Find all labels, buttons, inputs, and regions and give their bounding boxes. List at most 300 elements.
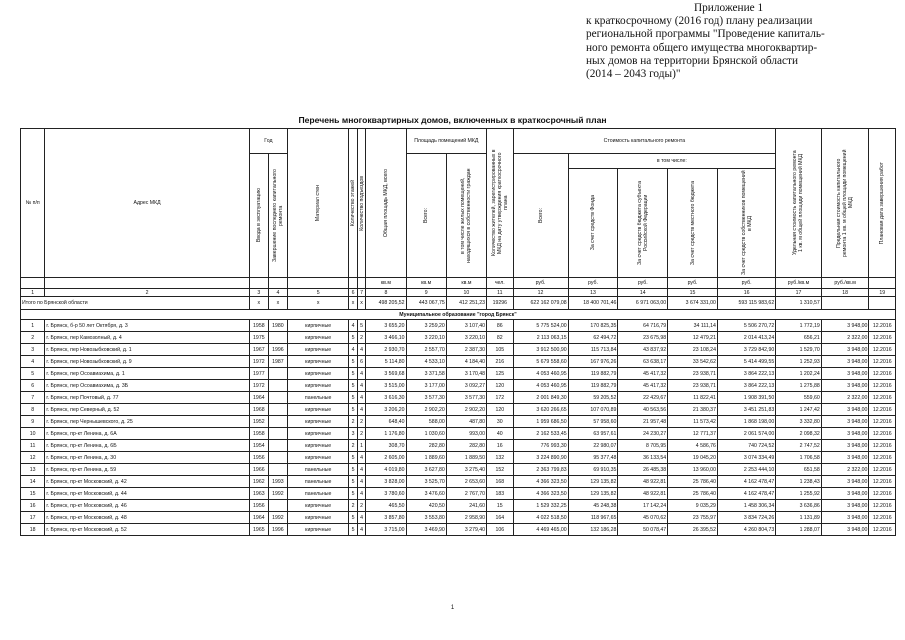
units-row [21, 278, 896, 289]
total-x: x [268, 297, 287, 310]
row-floors: 5 [349, 356, 357, 368]
total-local: 3 674 331,00 [668, 297, 718, 310]
row-region: 22 429,67 [618, 392, 668, 404]
header-year: Год [249, 129, 287, 154]
column-index-row [21, 289, 896, 297]
row-floors: 5 [349, 332, 357, 344]
row-floors: 5 [349, 380, 357, 392]
table-row [21, 512, 896, 524]
row-area-all: 4 533,10 [406, 356, 446, 368]
row-year-built: 1956 [249, 500, 268, 512]
row-num: 2 [21, 332, 45, 344]
header-area-resid: в том числе жилых помещений, находящихся в собственности граждан [446, 154, 486, 278]
row-cost-total: 4 366 323,50 [513, 476, 568, 488]
row-unit-cost: 1 706,58 [776, 452, 822, 464]
row-year-repair [268, 500, 287, 512]
row-cost-total: 2 001 849,30 [513, 392, 568, 404]
unit-cell: руб. [668, 278, 718, 289]
row-year-built: 1952 [249, 416, 268, 428]
row-limit-cost: 2 322,00 [821, 392, 869, 404]
row-residents: 86 [487, 320, 513, 332]
row-year-repair: 1980 [268, 320, 287, 332]
row-area-resid: 2 958,90 [446, 512, 486, 524]
row-residents: 125 [487, 368, 513, 380]
row-fund: 170 825,35 [568, 320, 618, 332]
row-limit-cost: 3 948,00 [821, 440, 869, 452]
row-region: 48 922,81 [618, 476, 668, 488]
row-cost-total: 1 959 686,50 [513, 416, 568, 428]
row-total-area: 5 114,80 [366, 356, 406, 368]
row-num: 17 [21, 512, 45, 524]
row-num: 1 [21, 320, 45, 332]
row-deadline: 12.2016 [869, 524, 896, 536]
row-floors: 5 [349, 476, 357, 488]
total-owners: 593 115 983,62 [717, 297, 775, 310]
table-row [21, 416, 896, 428]
row-entrances: 2 [357, 416, 365, 428]
row-total-area: 2 605,00 [366, 452, 406, 464]
row-cost-total: 1 529 332,25 [513, 500, 568, 512]
row-owners: 1 458 306,34 [717, 500, 775, 512]
row-local: 4 586,76 [668, 440, 718, 452]
row-floors: 4 [349, 320, 357, 332]
row-owners: 4 260 804,73 [717, 524, 775, 536]
row-total-area: 3 466,10 [366, 332, 406, 344]
row-walls: кирпичные [287, 320, 348, 332]
row-unit-cost: 1 238,43 [776, 476, 822, 488]
row-region: 24 230,27 [618, 428, 668, 440]
row-walls: кирпичные [287, 356, 348, 368]
row-entrances: 4 [357, 380, 365, 392]
row-year-repair [268, 404, 287, 416]
row-area-resid: 993,00 [446, 428, 486, 440]
row-num: 7 [21, 392, 45, 404]
row-residents: 82 [487, 332, 513, 344]
row-residents: 30 [487, 416, 513, 428]
row-address: г. Брянск, пер Новозыбковский, д. 1 [45, 344, 249, 356]
row-entrances: 4 [357, 452, 365, 464]
row-area-all: 282,80 [406, 440, 446, 452]
row-region: 64 716,79 [618, 320, 668, 332]
table-row [21, 404, 896, 416]
row-area-resid: 487,80 [446, 416, 486, 428]
row-year-built: 1954 [249, 440, 268, 452]
row-area-resid: 3 220,10 [446, 332, 486, 344]
row-owners: 1 868 198,00 [717, 416, 775, 428]
row-deadline: 12.2016 [869, 392, 896, 404]
row-year-built: 1972 [249, 380, 268, 392]
row-total-area: 4 019,80 [366, 464, 406, 476]
row-residents: 152 [487, 464, 513, 476]
row-walls: кирпичные [287, 368, 348, 380]
row-residents: 168 [487, 476, 513, 488]
row-walls: кирпичные [287, 440, 348, 452]
row-area-resid: 2 902,20 [446, 404, 486, 416]
row-local: 12 771,37 [668, 428, 718, 440]
row-walls: панельные [287, 464, 348, 476]
column-index-cell: 17 [776, 289, 822, 297]
row-local: 33 542,62 [668, 356, 718, 368]
header-entrances: Количество подъездов [357, 129, 365, 278]
row-area-all: 3 476,60 [406, 488, 446, 500]
row-walls: панельные [287, 488, 348, 500]
row-area-all: 1 889,60 [406, 452, 446, 464]
row-address: г. Брянск, пр-кт Ленина, д. 6А [45, 428, 249, 440]
row-limit-cost: 3 948,00 [821, 500, 869, 512]
row-region: 45 417,32 [618, 368, 668, 380]
total-cost: 622 162 079,08 [513, 297, 568, 310]
row-area-resid: 3 107,40 [446, 320, 486, 332]
header-area-all: Всего: [406, 154, 446, 278]
row-residents: 183 [487, 488, 513, 500]
row-residents: 106 [487, 524, 513, 536]
table-row [21, 464, 896, 476]
row-region: 17 142,24 [618, 500, 668, 512]
table-row [21, 344, 896, 356]
header-cost-total: Всего: [513, 154, 568, 278]
header-limit-cost: Предельная стоимость капитального ремонта 1 кв. м общей площади помещений МКД [821, 129, 869, 278]
row-unit-cost: 3 332,80 [776, 416, 822, 428]
row-owners: 4 162 478,47 [717, 476, 775, 488]
header-year-repair: Завершение последнего капитального ремонта [268, 154, 287, 278]
column-index-cell: 7 [357, 289, 365, 297]
row-residents: 16 [487, 440, 513, 452]
row-limit-cost: 3 948,00 [821, 428, 869, 440]
row-address: г. Брянск, пр-кт Ленина, д. 30 [45, 452, 249, 464]
row-area-resid: 4 184,40 [446, 356, 486, 368]
unit-cell: руб. [717, 278, 775, 289]
row-area-all: 3 525,70 [406, 476, 446, 488]
row-entrances: 1 [357, 440, 365, 452]
table-row [21, 356, 896, 368]
houses-table [20, 128, 896, 536]
row-num: 11 [21, 440, 45, 452]
row-unit-cost: 1 529,70 [776, 344, 822, 356]
column-index-cell: 11 [487, 289, 513, 297]
row-cost-total: 4 053 460,95 [513, 380, 568, 392]
row-limit-cost: 3 948,00 [821, 452, 869, 464]
table-row [21, 332, 896, 344]
table-row [21, 368, 896, 380]
row-area-all: 2 902,20 [406, 404, 446, 416]
column-index-cell: 4 [268, 289, 287, 297]
row-address: г. Брянск, пр-кт Московский, д. 42 [45, 476, 249, 488]
row-address: г. Брянск, пер Осоавиахима, д. 3Б [45, 380, 249, 392]
row-address: г. Брянск, пер Новозыбковский, д. 9 [45, 356, 249, 368]
row-address: г. Брянск, пер Северный, д. 52 [45, 404, 249, 416]
total-row [21, 297, 896, 310]
row-year-repair: 1992 [268, 488, 287, 500]
row-walls: кирпичные [287, 404, 348, 416]
row-limit-cost: 3 948,00 [821, 356, 869, 368]
row-floors: 4 [349, 344, 357, 356]
row-limit-cost: 2 322,00 [821, 464, 869, 476]
table-row [21, 524, 896, 536]
appendix-line: ного ремонта общего имущества многоквартир- [586, 41, 818, 54]
header-total-area: Общая площадь МКД, всего [366, 129, 406, 278]
row-walls: кирпичные [287, 332, 348, 344]
row-floors: 2 [349, 500, 357, 512]
table-row [21, 428, 896, 440]
row-walls: кирпичные [287, 428, 348, 440]
row-entrances: 2 [357, 332, 365, 344]
row-walls: панельные [287, 476, 348, 488]
header-cost-group: Стоимость капитального ремонта [513, 129, 776, 154]
total-unit-cost: 1 310,57 [776, 297, 822, 310]
row-address: г. Брянск, пр-кт Ленина, д. 59 [45, 464, 249, 476]
row-unit-cost: 651,58 [776, 464, 822, 476]
row-limit-cost: 3 948,00 [821, 476, 869, 488]
row-total-area: 308,70 [366, 440, 406, 452]
header-deadline: Плановая дата завершения работ [869, 129, 896, 278]
row-region: 21 957,48 [618, 416, 668, 428]
unit-cell: руб./кв.м [776, 278, 822, 289]
row-fund: 59 205,52 [568, 392, 618, 404]
total-x: x [349, 297, 357, 310]
unit-cell: кв.м [406, 278, 446, 289]
unit-cell: чел. [487, 278, 513, 289]
row-owners: 3 864 222,13 [717, 368, 775, 380]
header-region: За счет средств бюджета субъекта Российской Федерации [618, 169, 668, 278]
header-area-group: Площадь помещений МКД [406, 129, 487, 154]
header-unit-cost: Удельная стоимость капитального ремонта 1 кв. м общей площади помещений МКД [776, 129, 822, 278]
row-limit-cost: 3 948,00 [821, 512, 869, 524]
row-total-area: 2 930,70 [366, 344, 406, 356]
row-deadline: 12.2016 [869, 488, 896, 500]
row-residents: 15 [487, 500, 513, 512]
row-year-built: 1958 [249, 428, 268, 440]
row-fund: 132 186,28 [568, 524, 618, 536]
row-area-all: 3 577,30 [406, 392, 446, 404]
row-region: 45 070,62 [618, 512, 668, 524]
row-year-built: 1965 [249, 524, 268, 536]
row-region: 45 417,32 [618, 380, 668, 392]
row-cost-total: 4 022 518,50 [513, 512, 568, 524]
column-index-cell: 5 [287, 289, 348, 297]
row-deadline: 12.2016 [869, 416, 896, 428]
row-total-area: 3 569,68 [366, 368, 406, 380]
row-local: 19 045,20 [668, 452, 718, 464]
row-entrances: 4 [357, 344, 365, 356]
row-limit-cost: 3 948,00 [821, 320, 869, 332]
column-index-cell: 15 [668, 289, 718, 297]
row-year-repair: 1996 [268, 344, 287, 356]
header-fund: За счет средств Фонда [568, 169, 618, 278]
municipality-label: Муниципальное образование "город Брянск" [21, 310, 896, 320]
row-year-repair [268, 464, 287, 476]
row-year-repair [268, 380, 287, 392]
row-residents: 172 [487, 392, 513, 404]
row-year-built: 1968 [249, 404, 268, 416]
row-entrances: 6 [357, 356, 365, 368]
appendix-header [586, 2, 886, 81]
row-unit-cost: 3 636,86 [776, 500, 822, 512]
row-entrances: 4 [357, 476, 365, 488]
total-residents: 19296 [487, 297, 513, 310]
row-owners: 3 864 222,13 [717, 380, 775, 392]
row-region: 40 563,56 [618, 404, 668, 416]
row-walls: кирпичные [287, 524, 348, 536]
row-area-resid: 241,60 [446, 500, 486, 512]
row-entrances: 5 [357, 320, 365, 332]
row-local: 11 573,42 [668, 416, 718, 428]
row-year-repair [268, 428, 287, 440]
row-cost-total: 2 162 533,45 [513, 428, 568, 440]
column-index-cell: 13 [568, 289, 618, 297]
row-deadline: 12.2016 [869, 476, 896, 488]
column-index-cell: 19 [869, 289, 896, 297]
row-deadline: 12.2016 [869, 428, 896, 440]
row-limit-cost: 3 948,00 [821, 380, 869, 392]
row-area-resid: 1 889,50 [446, 452, 486, 464]
row-year-built: 1963 [249, 488, 268, 500]
total-area: 498 205,52 [366, 297, 406, 310]
header-incl: в том числе: [568, 154, 776, 169]
row-deadline: 12.2016 [869, 344, 896, 356]
row-region: 50 078,47 [618, 524, 668, 536]
table-row [21, 488, 896, 500]
row-floors: 5 [349, 512, 357, 524]
row-area-all: 1 030,60 [406, 428, 446, 440]
column-index-cell: 14 [618, 289, 668, 297]
row-year-repair: 1987 [268, 356, 287, 368]
row-year-repair [268, 332, 287, 344]
row-area-resid: 3 170,48 [446, 368, 486, 380]
table-row [21, 380, 896, 392]
table-row [21, 320, 896, 332]
row-fund: 107 070,89 [568, 404, 618, 416]
row-area-all: 3 259,20 [406, 320, 446, 332]
row-entrances: 4 [357, 512, 365, 524]
row-total-area: 648,40 [366, 416, 406, 428]
row-local: 23 938,71 [668, 368, 718, 380]
row-deadline: 12.2016 [869, 440, 896, 452]
row-floors: 3 [349, 428, 357, 440]
header-address: Адрес МКД [45, 129, 249, 278]
row-local: 23 755,97 [668, 512, 718, 524]
row-cost-total: 2 363 799,83 [513, 464, 568, 476]
row-residents: 105 [487, 344, 513, 356]
appendix-line: ных домов на территории Брянской области [586, 54, 799, 67]
row-entrances: 4 [357, 392, 365, 404]
row-unit-cost: 656,21 [776, 332, 822, 344]
header-num: № п/п [21, 129, 45, 278]
row-deadline: 12.2016 [869, 332, 896, 344]
row-area-all: 420,50 [406, 500, 446, 512]
row-residents: 132 [487, 452, 513, 464]
row-cost-total: 4 053 460,95 [513, 368, 568, 380]
row-year-built: 1962 [249, 476, 268, 488]
row-local: 12 479,21 [668, 332, 718, 344]
row-year-built: 1966 [249, 464, 268, 476]
row-local: 23 108,24 [668, 344, 718, 356]
column-index-cell: 8 [366, 289, 406, 297]
row-address: г. Брянск, пр-кт Московский, д. 44 [45, 488, 249, 500]
row-entrances: 2 [357, 500, 365, 512]
row-total-area: 3 655,20 [366, 320, 406, 332]
row-area-resid: 3 279,40 [446, 524, 486, 536]
row-cost-total: 4 469 465,00 [513, 524, 568, 536]
row-total-area: 3 828,00 [366, 476, 406, 488]
appendix-line: к краткосрочному (2016 год) плану реализации [586, 15, 813, 28]
row-owners: 2 061 574,00 [717, 428, 775, 440]
row-entrances: 4 [357, 524, 365, 536]
row-fund: 45 248,38 [568, 500, 618, 512]
row-floors: 5 [349, 464, 357, 476]
row-walls: панельные [287, 392, 348, 404]
row-walls: кирпичные [287, 512, 348, 524]
row-total-area: 465,50 [366, 500, 406, 512]
row-area-resid: 3 092,27 [446, 380, 486, 392]
appendix-line: (2014 – 2043 годы)" [586, 68, 681, 81]
row-total-area: 3 780,60 [366, 488, 406, 500]
row-deadline: 12.2016 [869, 320, 896, 332]
row-walls: кирпичные [287, 500, 348, 512]
column-index-cell: 6 [349, 289, 357, 297]
row-entrances: 4 [357, 368, 365, 380]
table-row [21, 440, 896, 452]
row-region: 8 705,95 [618, 440, 668, 452]
row-num: 13 [21, 464, 45, 476]
row-fund: 95 377,48 [568, 452, 618, 464]
row-fund: 62 494,72 [568, 332, 618, 344]
row-num: 4 [21, 356, 45, 368]
row-residents: 120 [487, 404, 513, 416]
total-region: 6 971 063,00 [618, 297, 668, 310]
column-index-cell: 3 [249, 289, 268, 297]
row-year-repair [268, 392, 287, 404]
row-num: 8 [21, 404, 45, 416]
row-deadline: 12.2016 [869, 452, 896, 464]
row-unit-cost: 559,60 [776, 392, 822, 404]
total-x: x [357, 297, 365, 310]
total-area-resid: 412 251,23 [446, 297, 486, 310]
municipality-row [21, 310, 896, 320]
total-x: x [287, 297, 348, 310]
row-floors: 5 [349, 392, 357, 404]
row-fund: 115 713,84 [568, 344, 618, 356]
table-row [21, 392, 896, 404]
row-owners: 1 908 391,50 [717, 392, 775, 404]
unit-cell: руб. [618, 278, 668, 289]
row-local: 13 960,00 [668, 464, 718, 476]
row-num: 6 [21, 380, 45, 392]
row-num: 18 [21, 524, 45, 536]
row-address: г. Брянск, б-р 50 лет Октября, д. 3 [45, 320, 249, 332]
row-fund: 129 135,82 [568, 476, 618, 488]
column-index-cell: 2 [45, 289, 249, 297]
row-walls: кирпичные [287, 452, 348, 464]
row-area-all: 3 469,90 [406, 524, 446, 536]
row-year-repair [268, 368, 287, 380]
row-address: г. Брянск, пер Почтовый, д. 77 [45, 392, 249, 404]
header-local: За счет средств местного бюджета [668, 169, 718, 278]
row-entrances: 4 [357, 488, 365, 500]
row-unit-cost: 1 772,19 [776, 320, 822, 332]
row-cost-total: 3 224 890,90 [513, 452, 568, 464]
row-owners: 2 014 413,24 [717, 332, 775, 344]
table-row [21, 452, 896, 464]
row-year-repair [268, 452, 287, 464]
row-year-repair: 1992 [268, 512, 287, 524]
row-cost-total: 3 620 266,65 [513, 404, 568, 416]
header-year-built: Ввода в эксплуатацию [249, 154, 268, 278]
row-area-all: 3 627,80 [406, 464, 446, 476]
column-index-cell: 1 [21, 289, 45, 297]
row-total-area: 3 857,80 [366, 512, 406, 524]
row-num: 16 [21, 500, 45, 512]
row-year-repair: 1993 [268, 476, 287, 488]
